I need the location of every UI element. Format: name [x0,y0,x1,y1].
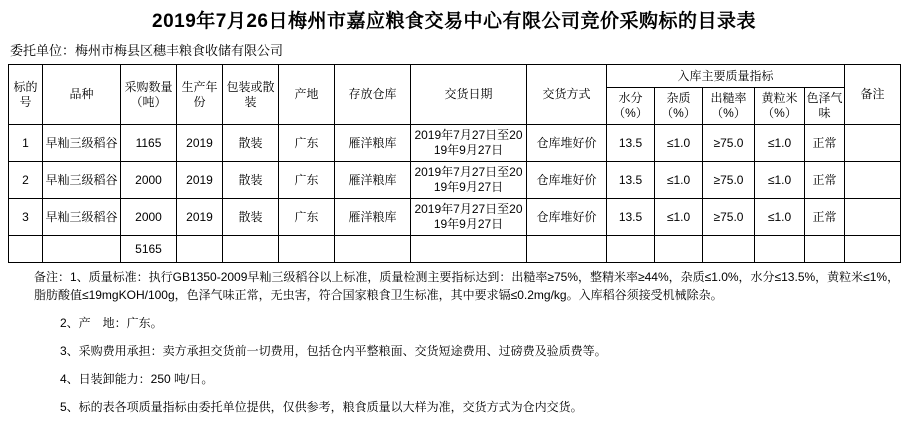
table-row [9,199,901,236]
total-remark-cell [845,236,901,263]
cell-delivery-mode: 仓库堆好价 [527,199,607,236]
total-variety-cell [43,236,121,263]
total-delivery-mode-cell [527,236,607,263]
cell-origin: 广东 [279,125,335,162]
total-qty: 5165 [121,236,177,263]
col-header-remark: 备注 [845,65,901,125]
col-header-no: 标的号 [9,65,43,125]
cell-pack: 散装 [223,162,279,199]
cell-color: 正常 [805,162,845,199]
total-moisture-cell [607,236,655,263]
cell-delivery-date: 2019年7月27日至2019年9月27日 [411,162,527,199]
col-header-delivery-mode: 交货方式 [527,65,607,125]
cell-qty: 2000 [121,199,177,236]
col-header-quality-group: 入库主要质量指标 [607,65,845,88]
cell-delivery-mode: 仓库堆好价 [527,125,607,162]
total-label-cell [9,236,43,263]
cell-no: 1 [9,125,43,162]
table-row [9,162,901,199]
cell-remark [845,162,901,199]
cell-impurity: ≤1.0 [655,199,703,236]
col-header-color: 色泽气味 [805,88,845,125]
total-husking-cell [703,236,755,263]
bid-items-table [8,64,901,263]
col-header-impurity: 杂质（%） [655,88,703,125]
cell-no: 3 [9,199,43,236]
col-header-moisture: 水分（%） [607,88,655,125]
cell-remark [845,125,901,162]
cell-yellow: ≤1.0 [755,199,805,236]
cell-remark [845,199,901,236]
cell-pack: 散装 [223,125,279,162]
col-header-origin: 产地 [279,65,335,125]
col-header-husking: 出糙率（%） [703,88,755,125]
col-header-year: 生产年份 [177,65,223,125]
cell-variety: 早籼三级稻谷 [43,125,121,162]
col-header-pack: 包装或散装 [223,65,279,125]
total-impurity-cell [655,236,703,263]
cell-color: 正常 [805,199,845,236]
col-header-variety: 品种 [43,65,121,125]
cell-impurity: ≤1.0 [655,125,703,162]
col-header-qty: 采购数量（吨） [121,65,177,125]
note-item: 3、采购费用承担：卖方承担交货前一切费用，包括仓内平整粮面、交货短途费用、过磅费及验质费等。 [60,344,607,358]
col-header-warehouse: 存放仓库 [335,65,411,125]
page-title: 2019年7月26日梅州市嘉应粮食交易中心有限公司竞价采购标的目录表 [152,11,756,32]
cell-delivery-date: 2019年7月27日至2019年9月27日 [411,199,527,236]
table-total-row [9,236,901,263]
cell-husking: ≥75.0 [703,162,755,199]
col-header-yellow: 黄粒米（%） [755,88,805,125]
cell-delivery-mode: 仓库堆好价 [527,162,607,199]
total-warehouse-cell [335,236,411,263]
cell-husking: ≥75.0 [703,125,755,162]
note-item: 5、标的表各项质量指标由委托单位提供，仅供参考，粮食质量以大样为准，交货方式为仓内交货。 [60,400,583,414]
notes-section [8,263,900,421]
cell-moisture: 13.5 [607,199,655,236]
consignor-line: 委托单位：梅州市梅县区穗丰粮食收储有限公司 [10,43,284,58]
cell-year: 2019 [177,162,223,199]
total-pack-cell [223,236,279,263]
note-item: 备注：1、质量标准：执行GB1350-2009早籼三级稻谷以上标准，质量检测主要指标达到：出糙率≥75%，整精米率≥44%，杂质≤1.0%，水分≤13.5%，黄粒米≤1%，脂肪酸值≤19mgKOH/100g，色泽气味正常，无虫害，符合国家粮食卫生标准，其中要求镉≤0.2mg/kg。入库稻谷须接受机械除杂。 [34,270,900,302]
cell-no: 2 [9,162,43,199]
total-yellow-cell [755,236,805,263]
cell-pack: 散装 [223,199,279,236]
total-color-cell [805,236,845,263]
cell-variety: 早籼三级稻谷 [43,199,121,236]
cell-year: 2019 [177,199,223,236]
cell-warehouse: 雁洋粮库 [335,125,411,162]
note-item: 4、日装卸能力：250 吨/日。 [60,372,214,386]
cell-delivery-date: 2019年7月27日至2019年9月27日 [411,125,527,162]
col-header-delivery-date: 交货日期 [411,65,527,125]
cell-variety: 早籼三级稻谷 [43,162,121,199]
cell-origin: 广东 [279,162,335,199]
cell-color: 正常 [805,125,845,162]
cell-moisture: 13.5 [607,125,655,162]
cell-qty: 1165 [121,125,177,162]
cell-impurity: ≤1.0 [655,162,703,199]
cell-yellow: ≤1.0 [755,162,805,199]
table-row [9,125,901,162]
total-origin-cell [279,236,335,263]
cell-yellow: ≤1.0 [755,125,805,162]
cell-warehouse: 雁洋粮库 [335,162,411,199]
cell-warehouse: 雁洋粮库 [335,199,411,236]
cell-qty: 2000 [121,162,177,199]
cell-year: 2019 [177,125,223,162]
note-item: 2、产 地：广东。 [60,316,163,330]
cell-moisture: 13.5 [607,162,655,199]
total-delivery-date-cell [411,236,527,263]
cell-husking: ≥75.0 [703,199,755,236]
cell-origin: 广东 [279,199,335,236]
total-year-cell [177,236,223,263]
